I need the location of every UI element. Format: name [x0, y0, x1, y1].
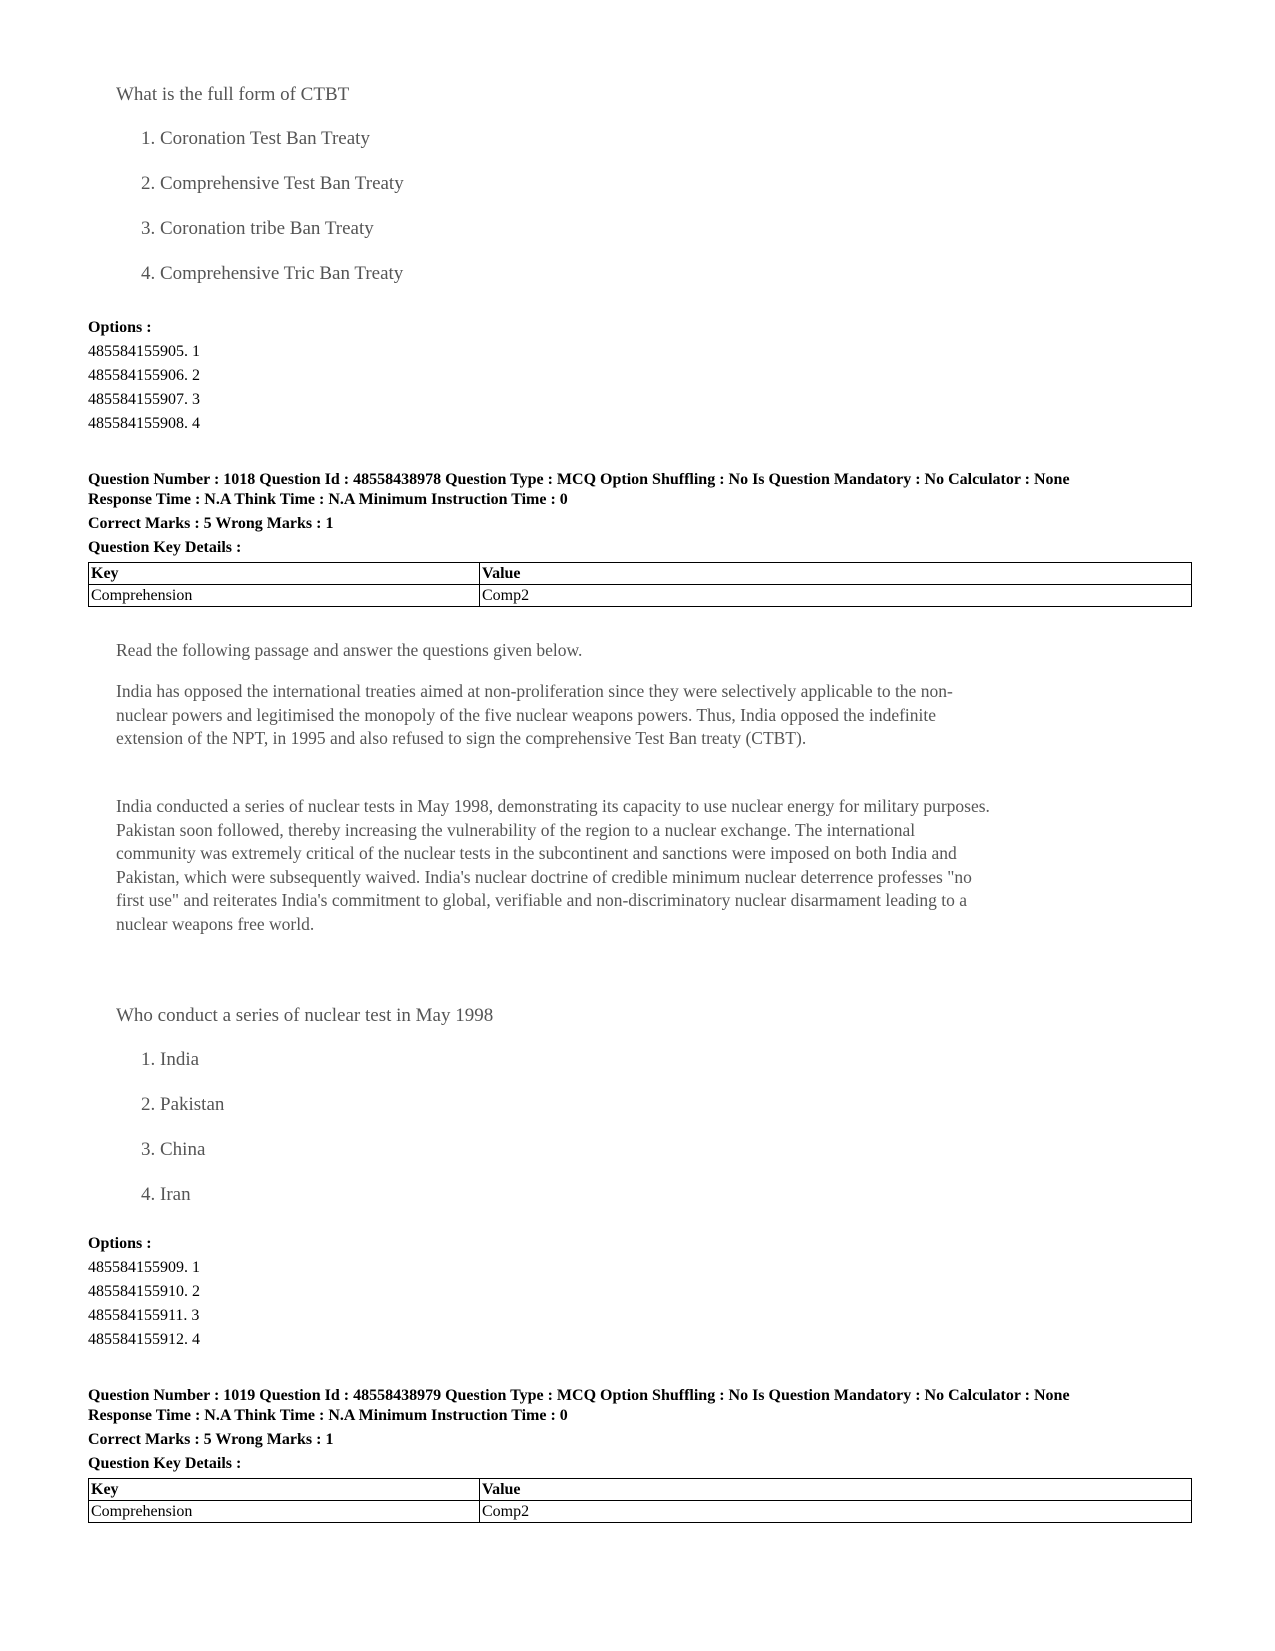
choice-item: 1. India [141, 1049, 200, 1070]
table-cell: Comprehension [89, 585, 480, 607]
marks-line: Correct Marks : 5 Wrong Marks : 1 [88, 515, 334, 532]
key-details-label: Question Key Details : [88, 1455, 242, 1472]
question-meta-line: Question Number : 1019 Question Id : 48558438979 Question Type : MCQ Option Shuffling : No Is Question Mandatory : No Calculator : None [88, 1387, 1070, 1404]
table-header-row [89, 563, 1192, 585]
passage-paragraph: India conducted a series of nuclear tests in May 1998, demonstrating its capacity to use nuclear energy for military purposes. Pakistan soon followed, thereby increasing the vulnerability of the region to a nuclear exchange. The international community was extremely critical of the nuclear tests in the subcontinent and sanctions were imposed on both India and Pakistan, which were subsequently waived. India's nuclear doctrine of credible minimum nuclear deterrence professes "no first use" and reiterates India's commitment to global, verifiable and non-discriminatory nuclear disarmament leading to a nuclear weapons free world. [116, 796, 990, 934]
choice-item: 2. Comprehensive Test Ban Treaty [141, 173, 404, 194]
table-cell: Comp2 [480, 585, 1192, 607]
question-meta-line: Response Time : N.A Think Time : N.A Minimum Instruction Time : 0 [88, 491, 568, 508]
choice-item: 3. China [141, 1139, 206, 1160]
option-id: 485584155910. 2 [88, 1283, 200, 1300]
passage-instruction: Read the following passage and answer the questions given below. [116, 640, 583, 660]
option-id: 485584155909. 1 [88, 1259, 200, 1276]
option-id: 485584155906. 2 [88, 367, 200, 384]
marks-line: Correct Marks : 5 Wrong Marks : 1 [88, 1431, 334, 1448]
key-value-table [88, 1478, 1192, 1523]
table-header-row [89, 1479, 1192, 1501]
choice-item: 1. Coronation Test Ban Treaty [141, 128, 370, 149]
option-id: 485584155908. 4 [88, 415, 200, 432]
option-id: 485584155912. 4 [88, 1331, 200, 1348]
option-id: 485584155905. 1 [88, 343, 200, 360]
question-meta-line: Question Number : 1018 Question Id : 48558438978 Question Type : MCQ Option Shuffling : No Is Question Mandatory : No Calculator : None [88, 471, 1070, 488]
options-label: Options : [88, 1235, 152, 1252]
key-details-label: Question Key Details : [88, 539, 242, 556]
table-row [89, 1501, 1192, 1523]
option-id: 485584155911. 3 [88, 1307, 200, 1324]
table-cell: Comp2 [480, 1501, 1192, 1523]
option-id: 485584155907. 3 [88, 391, 200, 408]
key-value-table [88, 562, 1192, 607]
question-meta-line: Response Time : N.A Think Time : N.A Minimum Instruction Time : 0 [88, 1407, 568, 1424]
table-cell: Comprehension [89, 1501, 480, 1523]
choice-item: 4. Iran [141, 1184, 191, 1205]
table-header-cell: Value [480, 563, 1192, 585]
question-text: Who conduct a series of nuclear test in May 1998 [116, 1005, 494, 1026]
table-header-cell: Value [480, 1479, 1192, 1501]
choice-item: 2. Pakistan [141, 1094, 225, 1115]
table-header-cell: Key [89, 1479, 480, 1501]
table-header-cell: Key [89, 563, 480, 585]
question-text: What is the full form of CTBT [116, 84, 350, 105]
passage-paragraph: India has opposed the international treaties aimed at non-proliferation since they were selectively applicable to the non-nuclear powers and legitimised the monopoly of the five nuclear weapons powers. Thus, India opposed the indefinite extension of the NPT, in 1995 and also refused to sign the comprehensive Test Ban treaty (CTBT). [116, 681, 953, 748]
choice-item: 4. Comprehensive Tric Ban Treaty [141, 263, 404, 284]
table-row [89, 585, 1192, 607]
choice-item: 3. Coronation tribe Ban Treaty [141, 218, 374, 239]
options-label: Options : [88, 319, 152, 336]
